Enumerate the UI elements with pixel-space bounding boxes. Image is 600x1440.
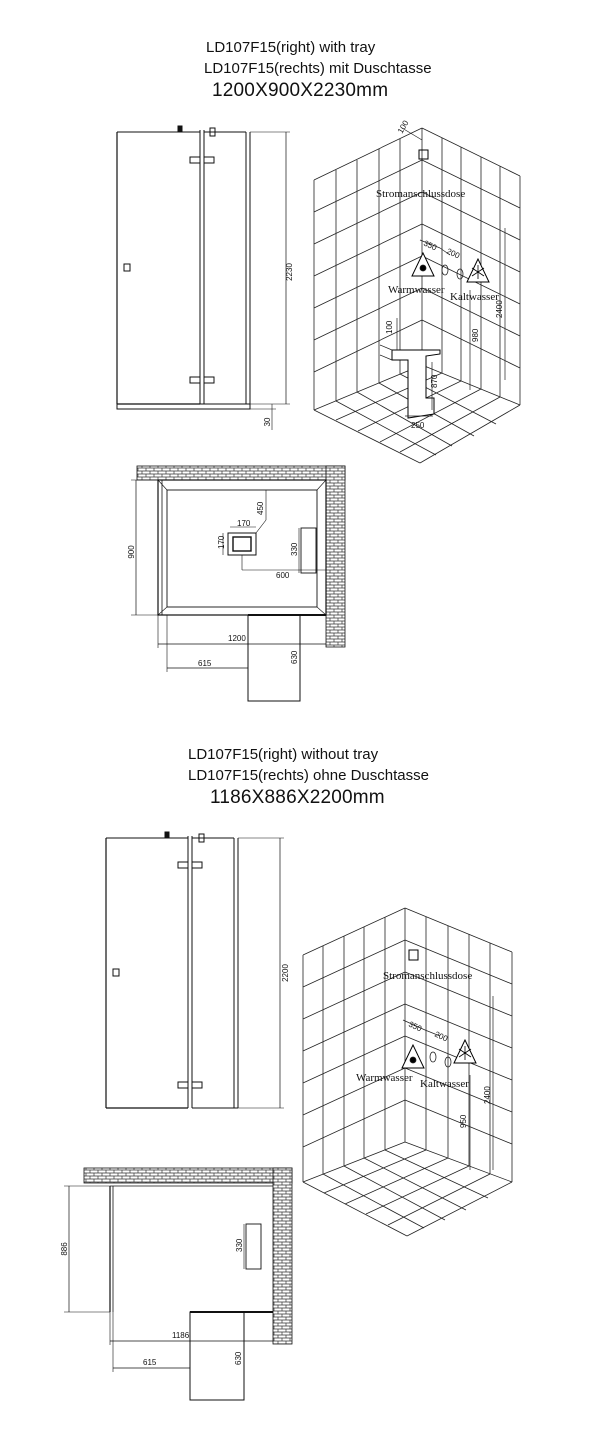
plan-with-tray [131,466,345,701]
plan-dim-900: 900 [127,545,136,559]
dim-200-without-tray: 200 [433,1029,450,1044]
elevation-without-tray [106,832,284,1108]
plan-dim-330-b: 330 [235,1238,244,1252]
socket-label-without-tray: Stromanschlussdose [383,970,473,982]
cold-water-label-without-tray: Kaltwasser [420,1078,469,1090]
dimensions-without-tray: 1186X886X2200mm [210,787,385,808]
socket-label-with-tray: Stromanschlussdose [376,188,466,200]
dim-2400-without-tray: 2400 [483,1086,492,1104]
title-without-tray-en: LD107F15(right) without tray [188,746,379,763]
dim-250: 250 [411,421,425,430]
plan-dim-450: 450 [256,501,265,515]
dim-2400-with-tray: 2400 [495,300,504,318]
dimensions-with-tray: 1200X900X2230mm [212,80,389,101]
plan-dim-600: 600 [276,571,290,580]
plan-dim-886: 886 [60,1242,69,1256]
plan-dim-630: 630 [290,650,299,664]
warm-water-label-with-tray: Warmwasser [388,284,445,296]
plan-dim-170-b: 170 [217,535,226,549]
plan-dim-615: 615 [198,659,212,668]
warm-water-label-without-tray: Warmwasser [356,1072,413,1084]
elevation-with-tray [117,126,290,430]
plan-dim-170-a: 170 [237,519,251,528]
title-without-tray-de: LD107F15(rechts) ohne Duschtasse [188,767,429,784]
dim-100-side: 100 [385,320,394,334]
elevation-tray-height: 30 [263,417,272,427]
elevation-height-with-tray: 2230 [285,263,294,281]
title-with-tray-en: LD107F15(right) with tray [206,39,376,56]
plan-dim-330: 330 [290,542,299,556]
title-with-tray-de: LD107F15(rechts) mit Duschtasse [204,60,432,77]
dim-350-with-tray: 350 [422,238,439,253]
elevation-height-without-tray: 2200 [281,964,290,982]
plan-dim-1186: 1186 [172,1331,190,1340]
plan-dim-1200: 1200 [228,634,246,643]
dim-200-with-tray: 200 [445,246,462,261]
plan-without-tray [64,1168,292,1400]
plan-dim-615-b: 615 [143,1358,157,1367]
dim-950: 950 [459,1114,468,1128]
dim-100-top: 100 [395,118,411,135]
dim-350-without-tray: 350 [407,1019,424,1034]
dim-870: 870 [430,374,439,388]
plan-dim-630-b: 630 [234,1351,243,1365]
cold-water-label-with-tray: Kaltwasser [450,291,499,303]
dim-980: 980 [471,328,480,342]
